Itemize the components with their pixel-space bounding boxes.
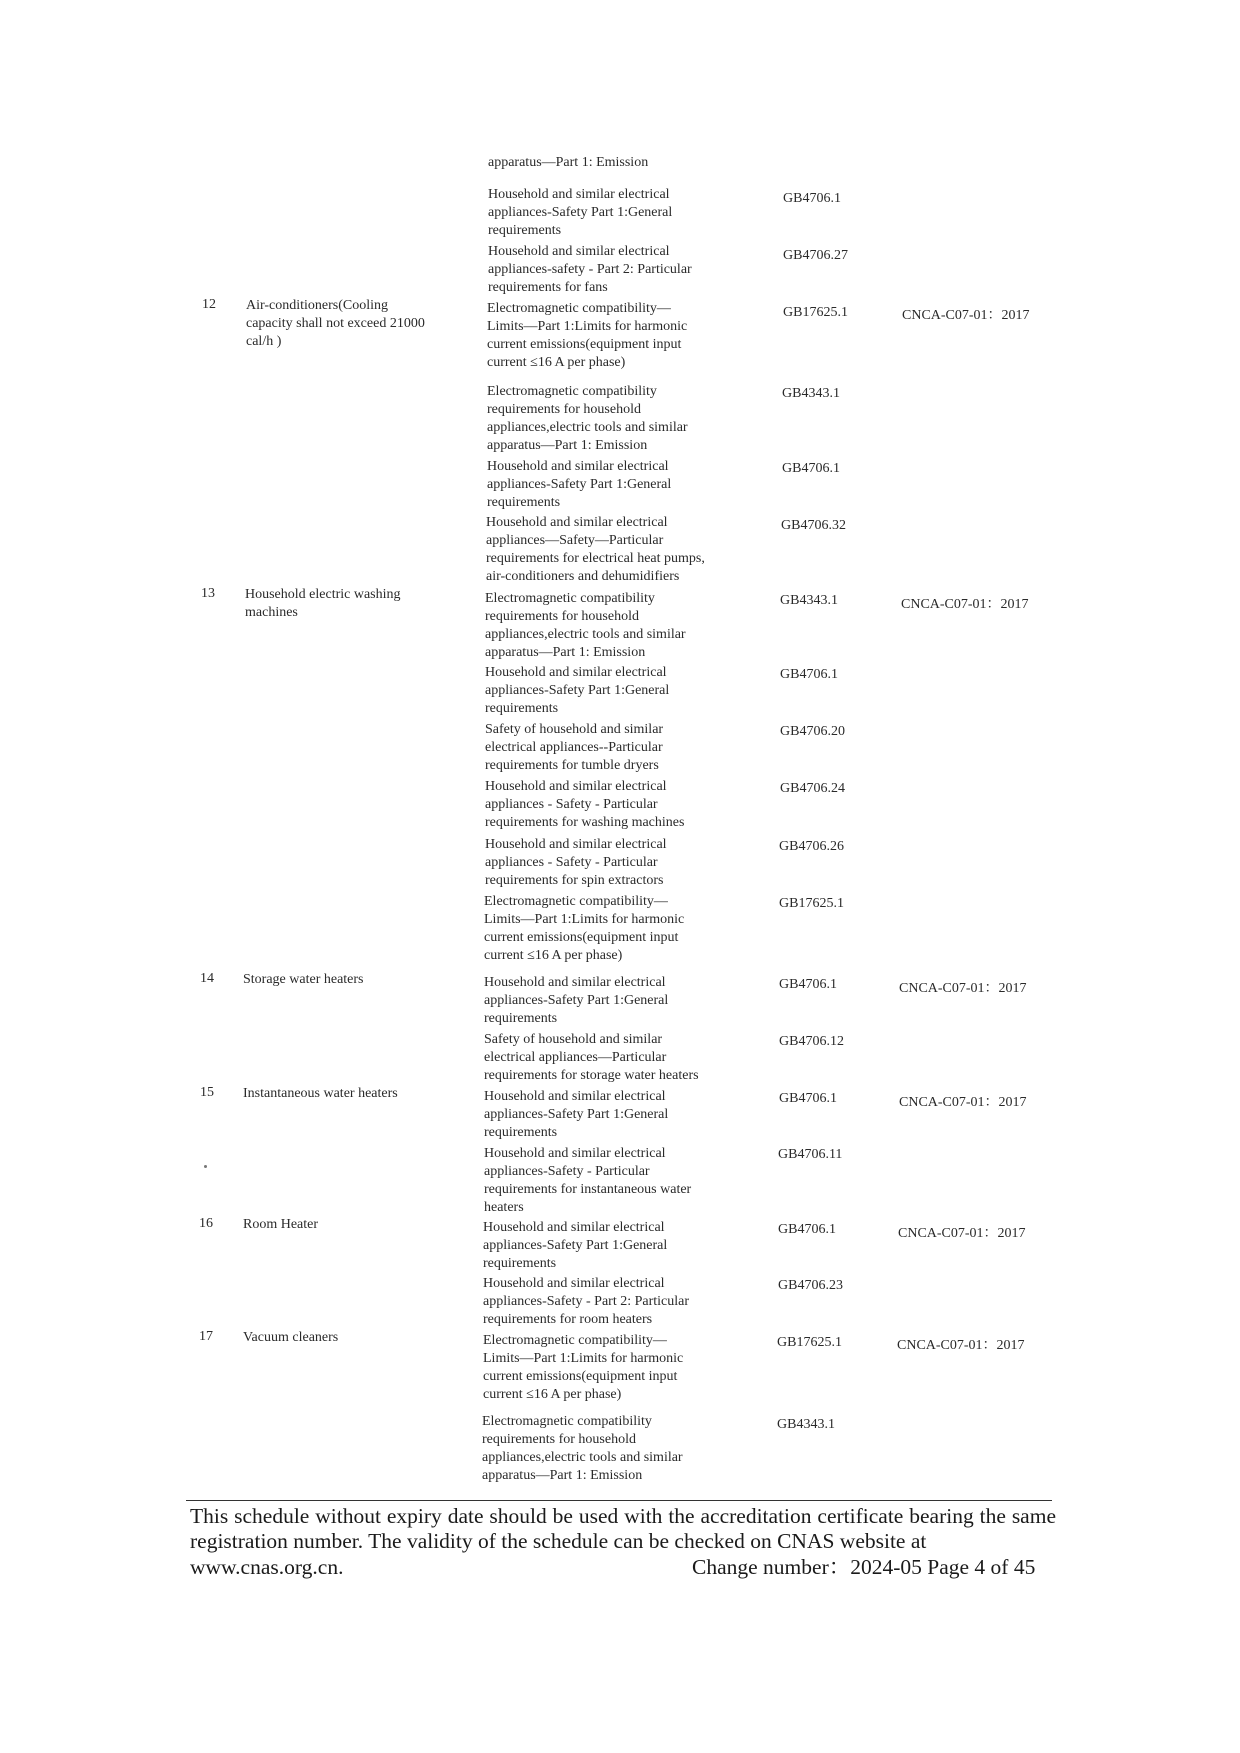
- standard-title: Household and similar electrical appliances - Safety - Particular requirements for washing machines: [485, 779, 685, 830]
- standard-code: GB4706.27: [783, 248, 848, 263]
- standard-title: Safety of household and similar electrical appliances—Particular requirements for storage water heaters: [484, 1032, 699, 1083]
- standard-title: Household and similar electrical appliances-safety - Part 2: Particular requirements for fans: [488, 244, 692, 295]
- standard-code: GB4706.32: [781, 518, 846, 533]
- standard-title: Household and similar electrical appliances-Safety Part 1:General requirements: [484, 1089, 669, 1140]
- item-number: 14: [200, 971, 214, 986]
- footer-page-info: Change number：2024-05 Page 4 of 45: [692, 1555, 1036, 1579]
- implementation-rules: CNCA-C07-01：2017: [902, 308, 1030, 323]
- standard-title: Electromagnetic compatibility— Limits—Part 1:Limits for harmonic current emissions(equipment input current ≤16 A per phase): [487, 301, 688, 370]
- standard-code: GB4343.1: [780, 593, 838, 608]
- product-name: Air-conditioners(Cooling capacity shall not exceed 21000 cal/h ): [246, 298, 425, 349]
- product-name: Storage water heaters: [243, 972, 364, 987]
- standard-title: Electromagnetic compatibility— Limits—Part 1:Limits for harmonic current emissions(equipment input current ≤16 A per phase): [483, 1333, 684, 1402]
- standard-title: Household and similar electrical appliances—Safety—Particular requirements for electrical heat pumps, air-conditioners and dehumidifiers: [486, 515, 705, 584]
- standard-code: GB4343.1: [777, 1417, 835, 1432]
- standard-code: GB4706.1: [779, 1091, 837, 1106]
- implementation-rules: CNCA-C07-01：2017: [897, 1338, 1025, 1353]
- standard-code: GB4706.1: [779, 977, 837, 992]
- product-name: Instantaneous water heaters: [243, 1086, 398, 1101]
- scan-speck: [204, 1165, 207, 1168]
- implementation-rules: CNCA-C07-01：2017: [898, 1226, 1026, 1241]
- standard-code: GB4706.1: [782, 461, 840, 476]
- standard-code: GB17625.1: [777, 1335, 842, 1350]
- item-number: 15: [200, 1085, 214, 1100]
- standard-code: GB17625.1: [783, 305, 848, 320]
- standard-title: Household and similar electrical appliances-Safety Part 1:General requirements: [485, 665, 670, 716]
- standard-code: GB4706.1: [780, 667, 838, 682]
- product-name: Room Heater: [243, 1217, 319, 1232]
- standard-title: Household and similar electrical appliances - Safety - Particular requirements for spin extractors: [485, 837, 667, 888]
- standard-title: Household and similar electrical appliances-Safety Part 1:General requirements: [483, 1220, 668, 1271]
- product-name: Household electric washing machines: [245, 587, 401, 620]
- standard-code: GB17625.1: [779, 896, 844, 911]
- standard-title: apparatus—Part 1: Emission: [488, 155, 649, 170]
- standard-code: GB4706.1: [783, 191, 841, 206]
- standard-code: GB4706.23: [778, 1278, 843, 1293]
- item-number: 17: [199, 1329, 213, 1344]
- item-number: 13: [201, 586, 215, 601]
- footer-website-link[interactable]: www.cnas.org.cn.: [190, 1555, 344, 1579]
- standard-code: GB4706.12: [779, 1034, 844, 1049]
- standard-code: GB4706.11: [778, 1147, 843, 1162]
- standard-title: Electromagnetic compatibility requirements for household appliances,electric tools and similar apparatus—Part 1: Emission: [482, 1414, 683, 1483]
- implementation-rules: CNCA-C07-01：2017: [899, 981, 1027, 996]
- standard-code: GB4343.1: [782, 386, 840, 401]
- standard-title: Electromagnetic compatibility requirements for household appliances,electric tools and similar apparatus—Part 1: Emission: [487, 384, 688, 453]
- standard-title: Safety of household and similar electrical appliances--Particular requirements for tumble dryers: [485, 722, 664, 773]
- product-name: Vacuum cleaners: [243, 1330, 339, 1345]
- implementation-rules: CNCA-C07-01：2017: [899, 1095, 1027, 1110]
- standard-code: GB4706.26: [779, 839, 844, 854]
- standard-title: Household and similar electrical appliances-Safety Part 1:General requirements: [488, 187, 673, 238]
- standard-title: Household and similar electrical appliances-Safety Part 1:General requirements: [487, 459, 672, 510]
- item-number: 12: [202, 297, 216, 312]
- footer-divider: [186, 1500, 1052, 1501]
- standard-code: GB4706.24: [780, 781, 845, 796]
- standard-title: Household and similar electrical appliances-Safety - Part 2: Particular requirements for room heaters: [483, 1276, 690, 1327]
- standard-code: GB4706.1: [778, 1222, 836, 1237]
- standard-code: GB4706.20: [780, 724, 845, 739]
- item-number: 16: [199, 1216, 213, 1231]
- standard-title: Electromagnetic compatibility— Limits—Part 1:Limits for harmonic current emissions(equipment input current ≤16 A per phase): [484, 894, 685, 963]
- standard-title: Household and similar electrical appliances-Safety Part 1:General requirements: [484, 975, 669, 1026]
- implementation-rules: CNCA-C07-01：2017: [901, 597, 1029, 612]
- footer-notice: This schedule without expiry date should be used with the accreditation certificate bearing the same registration number. The validity of the schedule can be checked on CNAS website at: [190, 1504, 1056, 1553]
- standard-title: Household and similar electrical appliances-Safety - Particular requirements for instantaneous water heaters: [484, 1146, 692, 1215]
- standard-title: Electromagnetic compatibility requirements for household appliances,electric tools and similar apparatus—Part 1: Emission: [485, 591, 686, 660]
